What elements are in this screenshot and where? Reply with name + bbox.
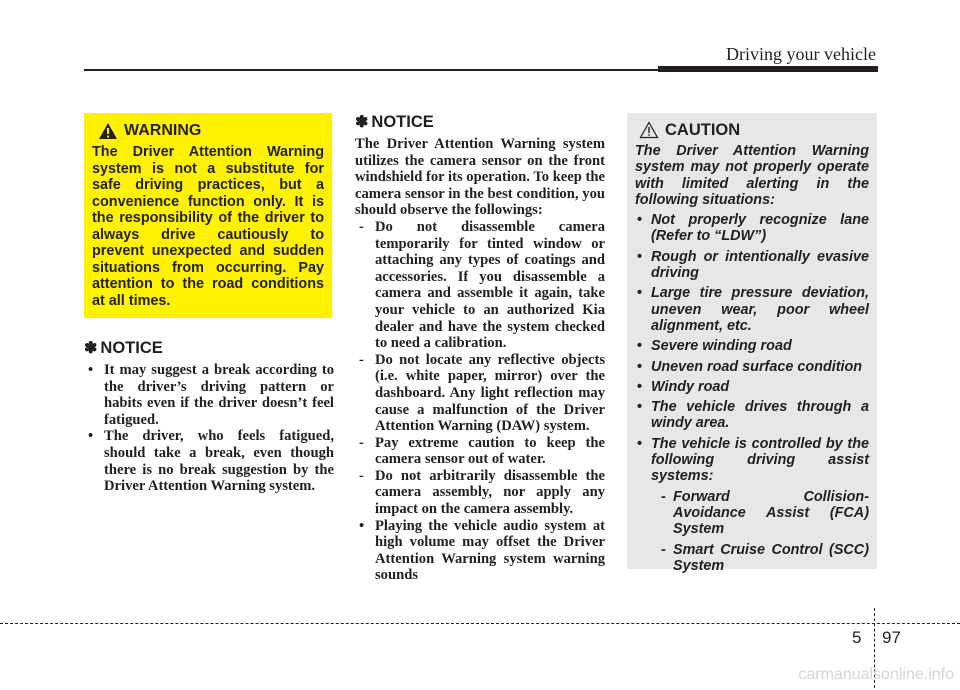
caution-triangle-icon: [639, 121, 659, 139]
list-item: • Severe winding road: [635, 338, 869, 354]
section-title: Driving your vehicle: [726, 44, 876, 64]
caution-intro: The Driver Attention Warning system may not properly operate with limited alerting in the following situations:: [635, 143, 869, 208]
list-item: • Uneven road surface condition: [635, 359, 869, 375]
notice-star-icon: ✽: [84, 340, 98, 357]
notice-star-icon: ✽: [355, 114, 369, 131]
list-item: - Do not arbitrarily disassemble the camera assembly, nor apply any impact on the camera assembly.: [355, 468, 605, 518]
list-item: • Playing the vehicle audio system at high volume may offset the Driver Attention Warning system warning sounds: [355, 518, 605, 584]
list-item: • It may suggest a break according to the driver’s driving pattern or habits even if the driver doesn’t feel fatigued.: [84, 362, 334, 428]
list-item: - Pay extreme caution to keep the camera sensor out of water.: [355, 435, 605, 468]
caution-list: [635, 212, 869, 574]
header-rule-accent: [658, 66, 878, 72]
list-item: • Windy road: [635, 379, 869, 395]
caution-box: [627, 113, 877, 574]
list-item: • Not properly recognize lane (Refer to “LDW”): [635, 212, 869, 245]
notice-mid: [355, 112, 605, 584]
list-item: - Do not locate any reflective objects (i.e. white paper, mirror) over the dashboard. Any light reflection may cause a malfunction of the Driver Attention Warning (DAW) system.: [355, 352, 605, 435]
warning-box: [84, 113, 332, 318]
warning-triangle-icon: [98, 122, 118, 140]
notice-mid-dash-list: [355, 219, 605, 518]
warning-heading: WARNING: [124, 121, 202, 139]
list-item: • The vehicle drives through a windy area.: [635, 399, 869, 432]
list-item: • Large tire pressure deviation, uneven wear, poor wheel alignment, etc.: [635, 285, 869, 334]
notice-left-heading: NOTICE: [100, 338, 163, 357]
caution-heading-row: [639, 121, 869, 139]
list-item: - Do not disassemble camera temporarily for tinted window or attaching any types of coatings and accessories. If you disassemble a camera and assemble it again, take your vehicle to an authorized Kia dealer and have the system checked to need a calibration.: [355, 219, 605, 352]
watermark-text: carmanualsonline.info: [798, 666, 954, 683]
list-item: - Forward Collision-Avoidance Assist (FCA) System: [651, 489, 869, 538]
notice-mid-intro: The Driver Attention Warning system utilizes the camera sensor on the front windshield for its operation. To keep the camera sensor in the best condition, you should observe the followings:: [355, 136, 605, 219]
caution-sub-list: [651, 489, 869, 574]
page-number: 97: [882, 628, 901, 647]
notice-left-list: [84, 362, 334, 495]
notice-mid-heading-row: [355, 112, 605, 132]
list-item: • The driver, who feels fatigued, should take a break, even though there is no break suggestion by the Driver Attention Warning system.: [84, 428, 334, 494]
footer-rule: [0, 623, 960, 624]
chapter-number: 5: [852, 628, 862, 647]
list-item: [635, 436, 869, 574]
notice-mid-bullet-list: [355, 518, 605, 584]
notice-mid-heading: NOTICE: [371, 112, 434, 131]
list-item: • Rough or intentionally evasive driving: [635, 249, 869, 282]
list-item: - Smart Cruise Control (SCC) System: [651, 542, 869, 575]
caution-heading: CAUTION: [665, 120, 741, 139]
caution-item-text: The vehicle is controlled by the following driving assist systems:: [651, 435, 869, 485]
warning-text: The Driver Attention Warning system is not a substitute for safe driving practices, but a convenience function only. It is the responsibility of the driver to always drive cautiously to prevent unexpected and sudden situations from occurring. Pay attention to the road conditions at all times.: [92, 144, 324, 309]
notice-left: [84, 338, 334, 495]
warning-heading-row: [98, 122, 324, 140]
notice-left-heading-row: [84, 338, 334, 358]
